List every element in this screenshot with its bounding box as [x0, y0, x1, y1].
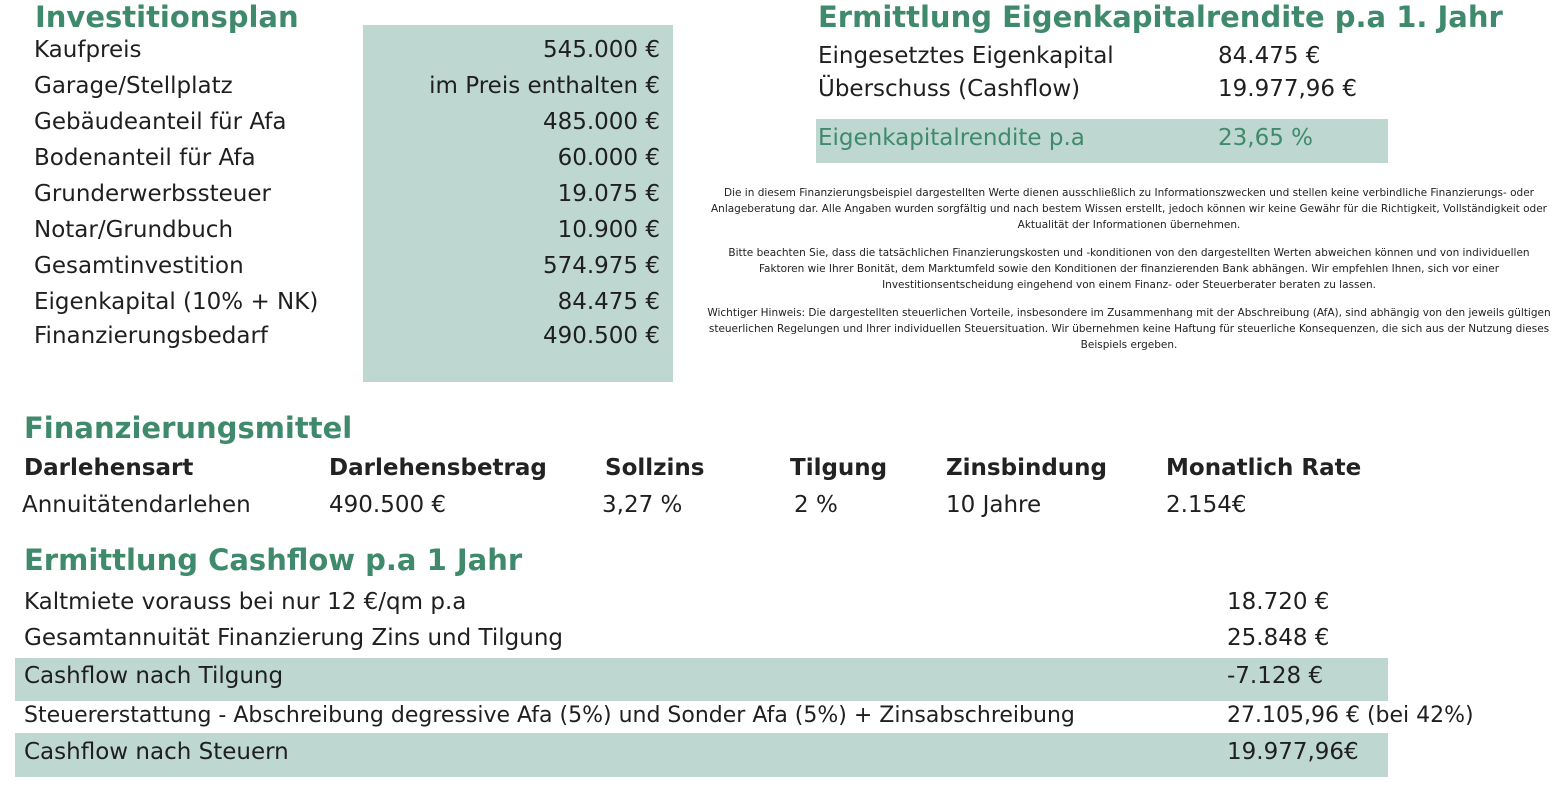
inv-value-0: 545.000 €: [542, 37, 660, 63]
inv-label-6: Gesamtinvestition: [34, 253, 244, 279]
fm-cell-monatlich-rate: 2.154€: [1166, 492, 1247, 518]
fm-cell-tilgung: 2 %: [794, 492, 838, 518]
ek-value-1: 19.977,96 €: [1218, 76, 1357, 102]
ek-label-1: Überschuss (Cashflow): [818, 76, 1081, 102]
ek-result-value: 23,65 %: [1218, 125, 1314, 151]
inv-value-8: 490.500 €: [542, 323, 660, 349]
inv-label-4: Grunderwerbssteuer: [34, 181, 271, 207]
ek-value-0: 84.475 €: [1218, 43, 1321, 69]
fm-header-tilgung: Tilgung: [790, 455, 888, 481]
inv-label-0: Kaufpreis: [34, 37, 142, 63]
cf-label-1: Gesamtannuität Finanzierung Zins und Tilgung: [24, 625, 564, 651]
cf-label-3: Steuererstattung - Abschreibung degressive Afa (5%) und Sonder Afa (5%) + Zinsabschreibung: [24, 703, 1075, 728]
cf-value-4: 19.977,96€: [1227, 739, 1359, 765]
fm-header-zinsbindung: Zinsbindung: [946, 455, 1108, 481]
inv-label-2: Gebäudeanteil für Afa: [34, 109, 287, 135]
inv-label-1: Garage/Stellplatz: [34, 73, 233, 99]
disclaimer: [705, 185, 1553, 365]
ek-result-label: Eigenkapitalrendite p.a: [818, 125, 1085, 151]
inv-label-7: Eigenkapital (10% + NK): [34, 289, 319, 315]
inv-value-4: 19.075 €: [557, 181, 660, 207]
fm-header-darlehensart: Darlehensart: [24, 455, 194, 481]
inv-value-2: 485.000 €: [542, 109, 660, 135]
inv-value-3: 60.000 €: [557, 145, 660, 171]
investitionsplan-title: Investitionsplan: [35, 0, 299, 34]
cf-value-0: 18.720 €: [1227, 589, 1330, 615]
cf-value-2: -7.128 €: [1227, 663, 1324, 689]
finanzierungsmittel-title: Finanzierungsmittel: [24, 411, 353, 445]
cashflow-title: Ermittlung Cashflow p.a 1 Jahr: [24, 543, 523, 577]
inv-label-5: Notar/Grundbuch: [34, 217, 234, 243]
cf-value-3: 27.105,96 € (bei 42%): [1227, 703, 1474, 728]
cf-label-0: Kaltmiete vorauss bei nur 12 €/qm p.a: [24, 589, 467, 615]
disclaimer-paragraph-3: Wichtiger Hinweis: Die dargestellten steuerlichen Vorteile, insbesondere im Zusammenhang mit der Abschreibung (AfA), sind abhängig von den jeweils gültigen steuerlichen Regelungen und Ihrer individuellen Steuersituation. Wir übernehmen keine Haftung für steuerliche Konsequenzen, die sich aus der Nutzung dieses Beispiels ergeben.: [707, 307, 1551, 351]
fm-cell-darlehensbetrag: 490.500 €: [329, 492, 447, 518]
cf-value-1: 25.848 €: [1227, 625, 1330, 651]
fm-header-sollzins: Sollzins: [605, 455, 705, 481]
inv-label-8: Finanzierungsbedarf: [34, 323, 268, 349]
inv-value-6: 574.975 €: [542, 253, 660, 279]
cf-label-4: Cashflow nach Steuern: [24, 739, 289, 765]
disclaimer-paragraph-1: Die in diesem Finanzierungsbeispiel dargestellten Werte dienen ausschließlich zu Informationszwecken und stellen keine verbindliche Finanzierungs- oder Anlageberatung dar. Alle Angaben wurden sorgfältig und nach bestem Wissen erstellt, jedoch können wir keine Gewähr für die Richtigkeit, Vollständigkeit oder Aktualität der Informationen übernehmen.: [710, 187, 1547, 231]
fm-header-darlehensbetrag: Darlehensbetrag: [329, 455, 547, 481]
inv-value-5: 10.900 €: [557, 217, 660, 243]
fm-cell-darlehensart: Annuitätendarlehen: [22, 492, 251, 518]
inv-value-1: im Preis enthalten €: [429, 73, 660, 99]
disclaimer-paragraph-2: Bitte beachten Sie, dass die tatsächlichen Finanzierungskosten und -konditionen von den dargestellten Werten abweichen können und von individuellen Faktoren wie Ihrer Bonität, dem Marktumfeld sowie den Konditionen der finanzierenden Bank abhängen. Wir empfehlen Ihnen, sich vor einer Investitionsentscheidung eingehend von einem Finanz- oder Steuerberater beraten zu lassen.: [728, 247, 1530, 291]
fm-cell-sollzins: 3,27 %: [602, 492, 683, 518]
fm-cell-zinsbindung: 10 Jahre: [946, 492, 1042, 518]
inv-value-7: 84.475 €: [557, 289, 660, 315]
fm-header-monatlich-rate: Monatlich Rate: [1166, 455, 1362, 481]
ek-label-0: Eingesetztes Eigenkapital: [818, 43, 1114, 69]
inv-label-3: Bodenanteil für Afa: [34, 145, 256, 171]
cf-label-2: Cashflow nach Tilgung: [24, 663, 284, 689]
eigenkapitalrendite-title: Ermittlung Eigenkapitalrendite p.a 1. Jahr: [818, 0, 1503, 34]
